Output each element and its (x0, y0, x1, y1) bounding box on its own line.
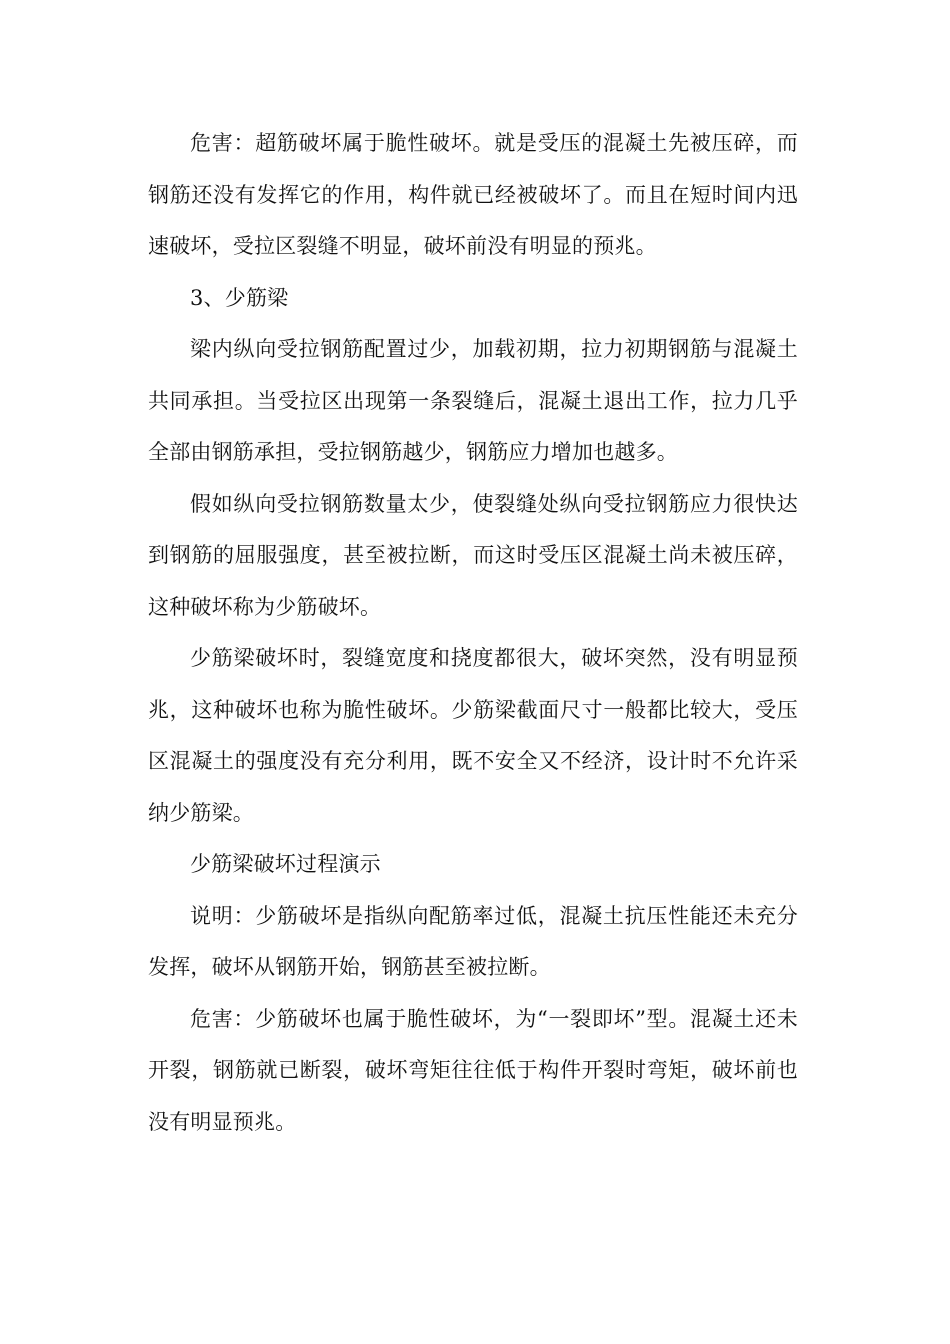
paragraph-under-reinforced-failure: 假如纵向受拉钢筋数量太少，使裂缝处纵向受拉钢筋应力很快达到钢筋的屈服强度，甚至被拉断，而这时受压区混凝土尚未被压碎，这种破坏称为少筋破坏。 (148, 491, 798, 619)
paragraph-explanation: 说明：少筋破坏是指纵向配筋率过低，混凝土抗压性能还未充分发挥，破坏从钢筋开始，钢筋甚至被拉断。 (148, 903, 798, 979)
paragraph-demo-title: 少筋梁破坏过程演示 (190, 852, 381, 876)
paragraph-brittle-failure: 少筋梁破坏时，裂缝宽度和挠度都很大，破坏突然，没有明显预兆，这种破坏也称为脆性破坏。少筋梁截面尺寸一般都比较大，受压区混凝土的强度没有充分利用，既不安全又不经济，设计时不允许采纳少筋梁。 (148, 646, 798, 825)
document-page (148, 118, 798, 1148)
section-heading-under-reinforced-beam: 3、少筋梁 (190, 285, 289, 310)
paragraph-under-reinforced-intro: 梁内纵向受拉钢筋配置过少，加载初期，拉力初期钢筋与混凝土共同承担。当受拉区出现第一条裂缝后，混凝土退出工作，拉力几乎全部由钢筋承担，受拉钢筋越少，钢筋应力增加也越多。 (148, 337, 798, 464)
paragraph-hazard-over-reinforced: 危害：超筋破坏属于脆性破坏。就是受压的混凝土先被压碎，而钢筋还没有发挥它的作用，构件就已经被破坏了。而且在短时间内迅速破坏，受拉区裂缝不明显，破坏前没有明显的预兆。 (148, 131, 798, 258)
paragraph-hazard-under-reinforced: 危害：少筋破坏也属于脆性破坏，为“一裂即坏”型。混凝土还未开裂，钢筋就已断裂，破坏弯矩往往低于构件开裂时弯矩，破坏前也没有明显预兆。 (148, 1006, 798, 1134)
